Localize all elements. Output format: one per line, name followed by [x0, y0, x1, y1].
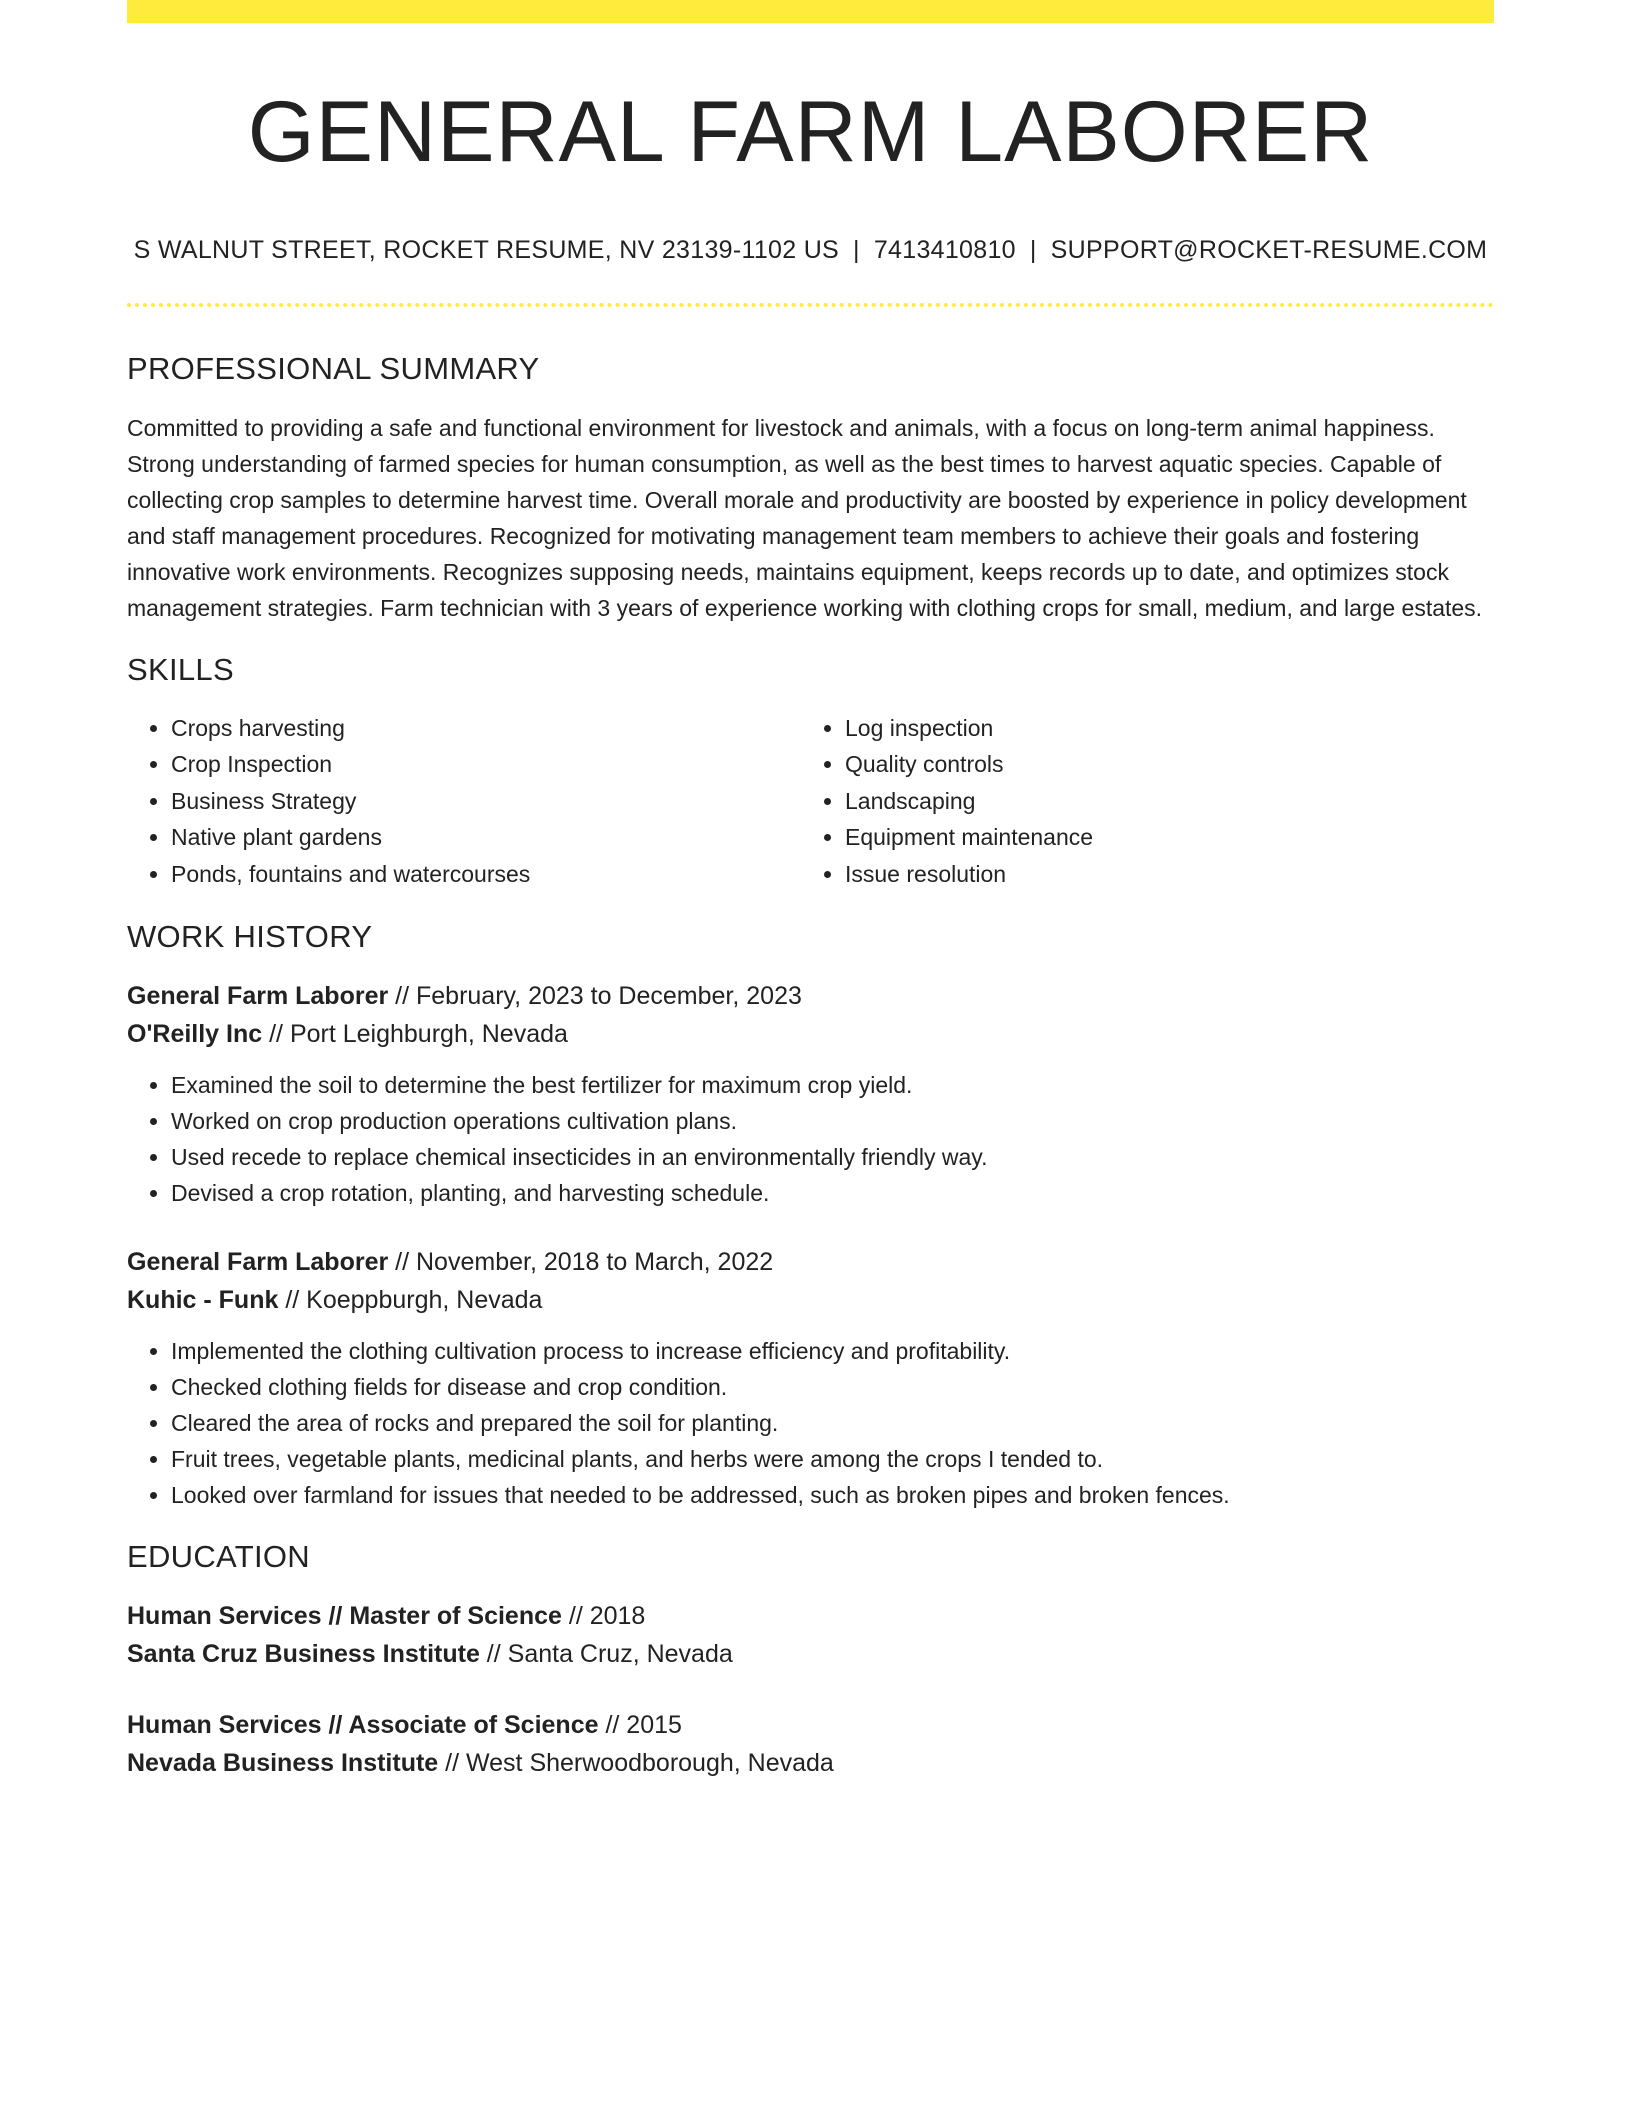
education-degree: Human Services // Associate of Science — [127, 1711, 599, 1740]
dotted-divider — [127, 303, 1494, 307]
education-location: // West Sherwoodborough, Nevada — [438, 1749, 834, 1778]
job-company-line — [127, 1015, 1494, 1053]
education-heading: EDUCATION — [127, 1539, 310, 1575]
job-bullet: • Looked over farmland for issues that needed to be addressed, such as broken pipes and broken fences. — [171, 1477, 1494, 1513]
work-history-heading: WORK HISTORY — [127, 919, 373, 955]
resume-page — [127, 0, 1494, 1782]
skills-column-right — [801, 710, 1475, 893]
skill-item: • Native plant gardens — [171, 819, 801, 856]
contact-separator: | — [1029, 235, 1037, 264]
job-company: O'Reilly Inc — [127, 1020, 263, 1049]
job-entry — [127, 977, 1494, 1211]
education-entry — [127, 1706, 1494, 1782]
job-bullet: • Devised a crop rotation, planting, and harvesting schedule. — [171, 1175, 1494, 1211]
job-role: General Farm Laborer — [127, 1248, 389, 1277]
education-school-line — [127, 1744, 1494, 1782]
education-year: // 2015 — [598, 1711, 682, 1740]
education-school: Nevada Business Institute — [127, 1749, 439, 1778]
education-school: Santa Cruz Business Institute — [127, 1640, 480, 1669]
job-location: // Port Leighburgh, Nevada — [262, 1020, 568, 1049]
education-degree-line — [127, 1706, 1494, 1744]
job-dates: // November, 2018 to March, 2022 — [388, 1248, 774, 1277]
skill-item: • Quality controls — [845, 746, 1475, 783]
candidate-name: GENERAL FARM LABORER — [247, 84, 1374, 180]
contact-separator: | — [853, 235, 860, 264]
skill-item: • Equipment maintenance — [845, 819, 1475, 856]
contact-phone[interactable]: 7413410810 — [873, 235, 1016, 264]
skill-item: • Crop Inspection — [171, 746, 801, 783]
job-title-line — [127, 1243, 1494, 1281]
education-location: // Santa Cruz, Nevada — [479, 1640, 733, 1669]
education-school-line — [127, 1635, 1494, 1673]
education-entry — [127, 1597, 1494, 1673]
job-role: General Farm Laborer — [127, 982, 389, 1011]
job-bullet: • Worked on crop production operations cultivation plans. — [171, 1103, 1494, 1139]
education-degree-line — [127, 1597, 1494, 1635]
job-bullet: • Cleared the area of rocks and prepared the soil for planting. — [171, 1405, 1494, 1441]
contact-line — [127, 236, 1494, 265]
skills-column-left — [127, 710, 801, 893]
skill-item: • Crops harvesting — [171, 710, 801, 747]
job-bullet: • Implemented the clothing cultivation process to increase efficiency and profitability. — [171, 1333, 1494, 1369]
job-bullet: • Checked clothing fields for disease and crop condition. — [171, 1369, 1494, 1405]
summary-heading: PROFESSIONAL SUMMARY — [127, 350, 540, 386]
education-degree: Human Services // Master of Science — [127, 1602, 562, 1631]
skill-item: • Log inspection — [845, 710, 1475, 747]
education-year: // 2018 — [561, 1602, 646, 1631]
job-bullet: • Examined the soil to determine the best fertilizer for maximum crop yield. — [171, 1067, 1494, 1103]
job-title-line — [127, 977, 1494, 1015]
job-bullets — [127, 1067, 1494, 1211]
top-accent-bar — [127, 0, 1494, 23]
job-bullet: • Used recede to replace chemical insecticides in an environmentally friendly way. — [171, 1139, 1494, 1175]
job-company: Kuhic - Funk — [127, 1286, 279, 1315]
job-entry — [127, 1243, 1494, 1513]
job-bullets — [127, 1333, 1494, 1513]
skills-list — [127, 710, 1494, 893]
skill-item: • Issue resolution — [845, 856, 1475, 893]
contact-address: S WALNUT STREET, ROCKET RESUME, NV 23139-1102 US — [133, 235, 840, 264]
summary-text: Committed to providing a safe and functional environment for livestock and animals, with a focus on long-term animal happiness. Strong understanding of farmed species for human consumption, as well as the best times to harvest aquatic species. Capable of collecting crop samples to determine harvest time. Overall morale and productivity are boosted by experience in policy development and staff management procedures. Recognized for motivating management team members to achieve their goals and fostering innovative work environments. Recognizes supposing needs, maintains equipment, keeps records up to date, and optimizes stock management strategies. Farm technician with 3 years of experience working with clothing crops for small, medium, and large estates. — [127, 414, 1483, 621]
job-dates: // February, 2023 to December, 2023 — [388, 982, 802, 1011]
job-company-line — [127, 1281, 1494, 1319]
skill-item: • Ponds, fountains and watercourses — [171, 856, 801, 893]
job-bullet: • Fruit trees, vegetable plants, medicinal plants, and herbs were among the crops I tended to. — [171, 1441, 1494, 1477]
contact-email[interactable]: SUPPORT@ROCKET-RESUME.COM — [1050, 235, 1488, 264]
job-location: // Koeppburgh, Nevada — [278, 1286, 543, 1315]
skill-item: • Business Strategy — [171, 783, 801, 820]
skills-heading: SKILLS — [127, 651, 234, 687]
skill-item: • Landscaping — [845, 783, 1475, 820]
